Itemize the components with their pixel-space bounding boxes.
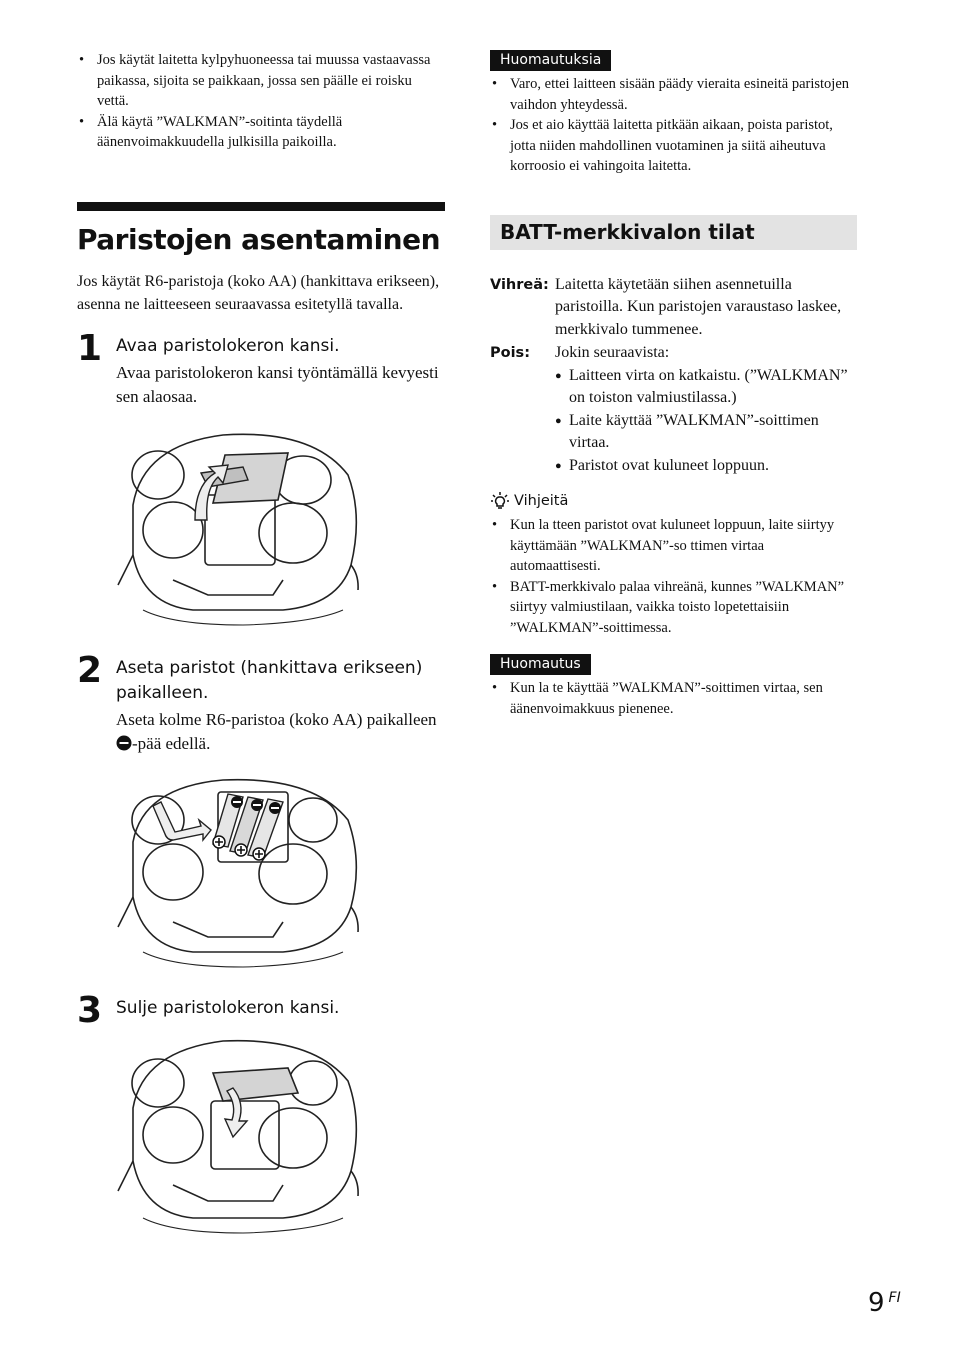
step-description (116, 708, 445, 756)
hints-list (490, 515, 857, 638)
state-off (490, 342, 857, 477)
minus-terminal-icon (116, 735, 132, 751)
state-description: Laitetta käytetään siihen asennetuilla paristoilla. Kun paristojen varaustaso laskee, merkkivalo tummenee. (555, 275, 842, 338)
list-item: • Jos käytät laitetta kylpyhuoneessa tai muussa vastaavassa paikassa, sijoita se paikkaan, jossa sen päälle ei roisku vettä. (77, 50, 445, 112)
insert-batteries-illustration (113, 772, 363, 972)
list-item: ● Laite käyttää ”WALKMAN”-soittimen virtaa. (555, 410, 857, 455)
section-title: Paristojen asentaminen (77, 222, 441, 256)
close-cover-illustration (113, 1033, 363, 1238)
hints-label: Vihjeitä (514, 493, 569, 509)
page-number (868, 1288, 901, 1318)
step-description-part: Aseta kolme R6-paristoa (koko AA) paikalleen (116, 709, 437, 729)
step-number: 3 (77, 989, 103, 1031)
list-item: • Kun la te käyttää ”WALKMAN”-soittimen virtaa, sen äänenvoimakkuus pienenee. (490, 678, 857, 719)
step-number: 1 (77, 327, 103, 369)
right-column (490, 50, 857, 719)
list-item: • BATT-merkkivalo palaa vihreänä, kunnes ”WALKMAN” siirtyy valmiustilaan, vaikka toisto lopetettaisiin ”WALKMAN”-soittimessa. (490, 577, 857, 639)
open-cover-illustration (113, 425, 363, 630)
section-rule (77, 202, 445, 211)
list-item: ● Laitteen virta on katkaistu. (”WALKMAN” on toiston valmiustilassa.) (555, 365, 857, 410)
notes-list (490, 74, 857, 177)
step-title: Avaa paristolokeron kansi. (116, 335, 340, 356)
left-column (77, 50, 445, 1238)
step-number: 2 (77, 649, 103, 691)
lightbulb-icon (490, 491, 510, 511)
step-description: Avaa paristolokeron kansi työntämällä kevyesti sen alaosaa. (116, 362, 439, 406)
step-description-part: -pää edellä. (132, 733, 211, 753)
step-title: Sulje paristolokeron kansi. (116, 997, 340, 1018)
step-2 (77, 649, 445, 972)
batt-states (490, 274, 857, 478)
section-title: BATT-merkkivalon tilat (490, 215, 857, 250)
state-green (490, 274, 857, 342)
list-item: • Kun la tteen paristot ovat kuluneet loppuun, laite siirtyy käyttämään ”WALKMAN”-so ttimen virtaa automaattisesti. (490, 515, 857, 577)
step-3 (77, 989, 445, 1238)
page-language: FI (888, 1290, 901, 1306)
note-list (490, 678, 857, 719)
notes-tag: Huomautuksia (490, 50, 611, 71)
state-term: Vihreä: (490, 276, 549, 293)
state-description: Jokin seuraavista: (555, 344, 670, 361)
page-number-value: 9 (868, 1288, 885, 1318)
note-tag: Huomautus (490, 654, 591, 675)
intro-text: Jos käytät R6-paristoja (koko AA) (hankittava erikseen), asenna ne laitteeseen seuraavassa esitetyllä tavalla. (77, 272, 440, 313)
list-item: • Varo, ettei laitteen sisään päädy vieraita esineitä paristojen vaihdon yhteydessä. (490, 74, 857, 115)
hints-heading (490, 491, 857, 511)
off-reasons-list (555, 365, 857, 478)
list-item: • Älä käytä ”WALKMAN”-soitinta täydellä äänenvoimakkuudella julkisilla paikoilla. (77, 112, 445, 153)
state-term: Pois: (490, 345, 530, 361)
step-1 (77, 327, 445, 630)
step-title: Aseta paristot (hankittava erikseen) paikalleen. (116, 657, 423, 703)
list-item: • Jos et aio käyttää laitetta pitkään aikaan, poista paristot, jotta niiden mahdollinen vuotaminen ja siitä aiheutuva korroosio ei vahingoita laitetta. (490, 115, 857, 177)
list-item: ● Paristot ovat kuluneet loppuun. (555, 455, 857, 478)
precaution-list (77, 50, 445, 153)
